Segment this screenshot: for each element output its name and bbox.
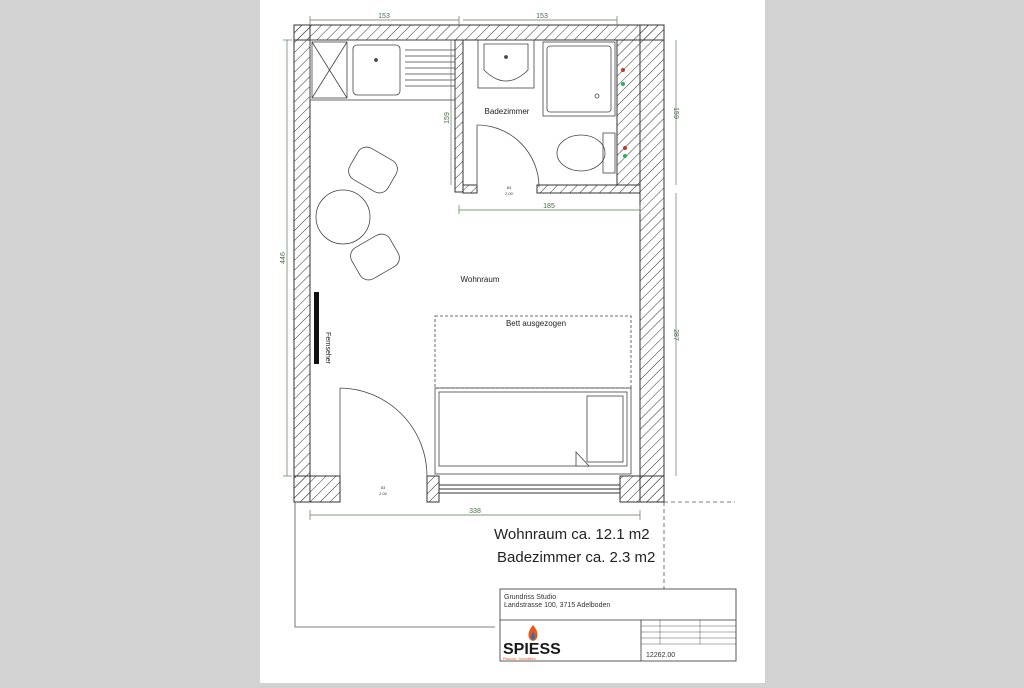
bath-door-height: 2.00 [505, 191, 513, 196]
room-label-living: Wohnraum [460, 275, 500, 284]
floor-plan-sheet [260, 0, 765, 683]
dim-living-depth: 287 [672, 329, 679, 341]
tv-label: Fernseher [324, 332, 331, 364]
dim-bathroom-width: 185 [543, 203, 555, 210]
dining-set [316, 143, 403, 283]
kitchenette [310, 40, 455, 100]
walls [294, 25, 664, 502]
logo-tagline: Planung · Immobilien [503, 657, 536, 661]
dim-bathroom-depth: 159 [444, 112, 451, 124]
tv-icon [314, 292, 319, 364]
dim-bathroom-depth-right: 159 [672, 107, 679, 119]
bed-label: Bett ausgezogen [505, 319, 567, 328]
room-label-bathroom: Badezimmer [484, 107, 530, 116]
drawing-number: 12262.00 [646, 652, 676, 659]
dim-total-width: 338 [469, 508, 481, 515]
bathroom-area: Badezimmer ca. 2.3 m2 [497, 549, 656, 566]
bath-door-width: 63 [506, 185, 512, 190]
living-area: Wohnraum ca. 12.1 m2 [494, 526, 650, 543]
entrance-door-width: 83 [380, 485, 386, 490]
company-name: Grundriss Studio [504, 594, 557, 601]
dim-top-right: 153 [536, 13, 548, 20]
dim-top-left: 153 [378, 13, 390, 20]
company-address: Landstrasse 100, 3715 Adelboden [504, 602, 611, 609]
entrance-door [340, 388, 427, 476]
dim-total-depth: 446 [280, 252, 287, 264]
floor-plan-drawing [260, 0, 765, 683]
entrance-door-height: 2.00 [379, 491, 387, 496]
logo-text: SPIESS [503, 641, 561, 658]
bed [435, 316, 631, 474]
